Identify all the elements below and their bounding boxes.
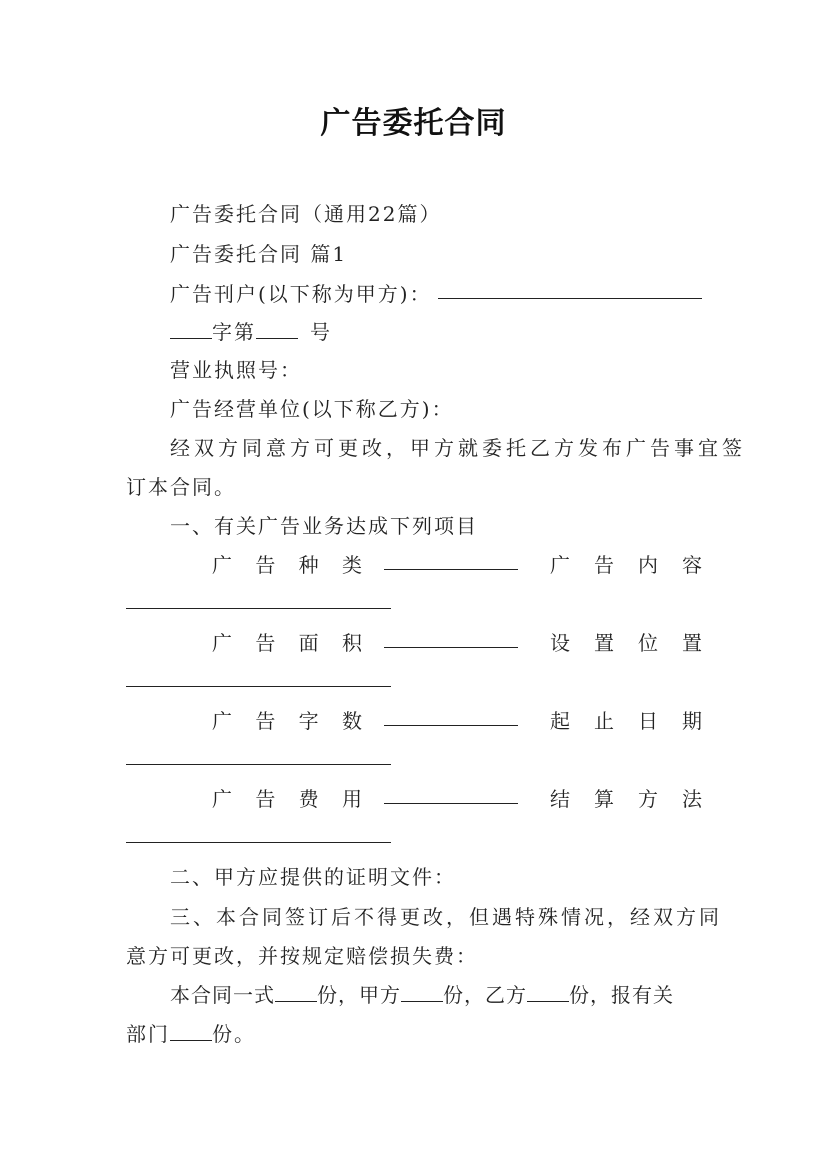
- intro-paragraph-line2: 订本合同。: [126, 475, 236, 499]
- copies-dept-label: 部门: [126, 1022, 170, 1046]
- item-2-right-label: [550, 627, 702, 656]
- subtitle-line: 广告委托合同（通用22篇）: [170, 202, 442, 226]
- section-1-heading: 一、有关广告业务达成下列项目: [170, 514, 478, 538]
- copies-line1: [170, 979, 674, 1008]
- copies-dept-blank: [170, 1022, 212, 1041]
- item-3-right-char-2: 止: [594, 709, 614, 733]
- section-3-line2: 意方可更改，并按规定赔偿损失费：: [126, 944, 478, 968]
- copies-dept-suffix: 份。: [212, 1022, 256, 1046]
- item-4-left-char-4: 用: [341, 787, 362, 811]
- item-4-left-char-1: 广: [212, 787, 232, 811]
- client-label: 广告刊户(以下称为甲方)：: [170, 282, 432, 306]
- item-3-left-char-4: 数: [341, 709, 362, 733]
- item-1-right-char-4: 容: [682, 553, 702, 577]
- item-1-left-char-4: 类: [341, 553, 362, 577]
- copies-total-blank: [275, 983, 317, 1002]
- license-word-label: 字第: [212, 320, 256, 344]
- item-2-left-label: [212, 627, 362, 656]
- item-4-right-char-3: 方: [638, 787, 658, 811]
- item-3-left-char-2: 告: [255, 709, 276, 733]
- item-1-right-char-2: 告: [594, 553, 614, 577]
- copies-label-2: 份，甲方: [317, 983, 401, 1007]
- license-number-blank: [256, 320, 298, 339]
- item-2-right-char-1: 设: [550, 631, 570, 655]
- document-title: 广告委托合同: [320, 106, 507, 141]
- item-4-left-char-3: 费: [298, 787, 319, 811]
- item-2-left-char-3: 面: [298, 631, 319, 655]
- item-3-right-blank: [126, 764, 391, 765]
- item-1-left-blank: [384, 569, 518, 570]
- item-4-right-label: [550, 783, 702, 812]
- item-3-right-char-1: 起: [550, 709, 570, 733]
- item-4-right-char-2: 算: [594, 787, 614, 811]
- item-4-left-blank: [384, 803, 518, 804]
- item-1-right-char-3: 内: [638, 553, 658, 577]
- item-2-left-char-4: 积: [341, 631, 362, 655]
- item-3-left-char-1: 广: [212, 709, 232, 733]
- item-1-right-label: [550, 549, 702, 578]
- item-2-right-char-4: 置: [682, 631, 702, 655]
- copies-party-a-blank: [401, 983, 443, 1002]
- section-3-line1: 三、本合同签订后不得更改，但遇特殊情况，经双方同: [170, 905, 722, 929]
- item-3-left-char-3: 字: [298, 709, 319, 733]
- license-number-line: [170, 316, 332, 345]
- license-hao-label: 号: [310, 320, 332, 344]
- section-2-heading: 二、甲方应提供的证明文件：: [170, 865, 456, 889]
- item-3-right-char-4: 期: [682, 709, 702, 733]
- item-4-left-label: [212, 783, 362, 812]
- item-3-right-label: [550, 705, 702, 734]
- item-1-left-label: [212, 549, 362, 578]
- item-2-right-blank: [126, 686, 391, 687]
- item-2-left-char-1: 广: [212, 631, 232, 655]
- item-3-left-label: [212, 705, 362, 734]
- item-4-right-char-1: 结: [550, 787, 570, 811]
- license-prefix-blank: [170, 320, 212, 339]
- item-2-left-char-2: 告: [255, 631, 276, 655]
- business-license-label: 营业执照号：: [170, 358, 302, 382]
- item-4-right-blank: [126, 842, 391, 843]
- client-name-blank: [438, 298, 702, 299]
- item-1-right-blank: [126, 608, 391, 609]
- copies-label-3: 份，乙方: [443, 983, 527, 1007]
- item-1-right-char-1: 广: [550, 553, 570, 577]
- copies-label-1: 本合同一式: [170, 983, 275, 1007]
- item-4-left-char-2: 告: [255, 787, 276, 811]
- agency-label: 广告经营单位(以下称乙方)：: [170, 397, 454, 421]
- item-1-left-char-2: 告: [255, 553, 276, 577]
- copies-party-b-blank: [527, 983, 569, 1002]
- item-4-right-char-4: 法: [682, 787, 702, 811]
- chapter-heading: 广告委托合同 篇1: [170, 242, 348, 266]
- item-2-right-char-3: 位: [638, 631, 658, 655]
- copies-line2: [126, 1018, 256, 1047]
- item-2-left-blank: [384, 647, 518, 648]
- copies-label-4: 份，报有关: [569, 983, 674, 1007]
- item-1-left-char-3: 种: [298, 553, 319, 577]
- intro-paragraph-line1: 经双方同意方可更改，甲方就委托乙方发布广告事宜签: [170, 436, 746, 460]
- item-1-left-char-1: 广: [212, 553, 232, 577]
- item-2-right-char-2: 置: [594, 631, 614, 655]
- item-3-left-blank: [384, 725, 518, 726]
- item-3-right-char-3: 日: [638, 709, 658, 733]
